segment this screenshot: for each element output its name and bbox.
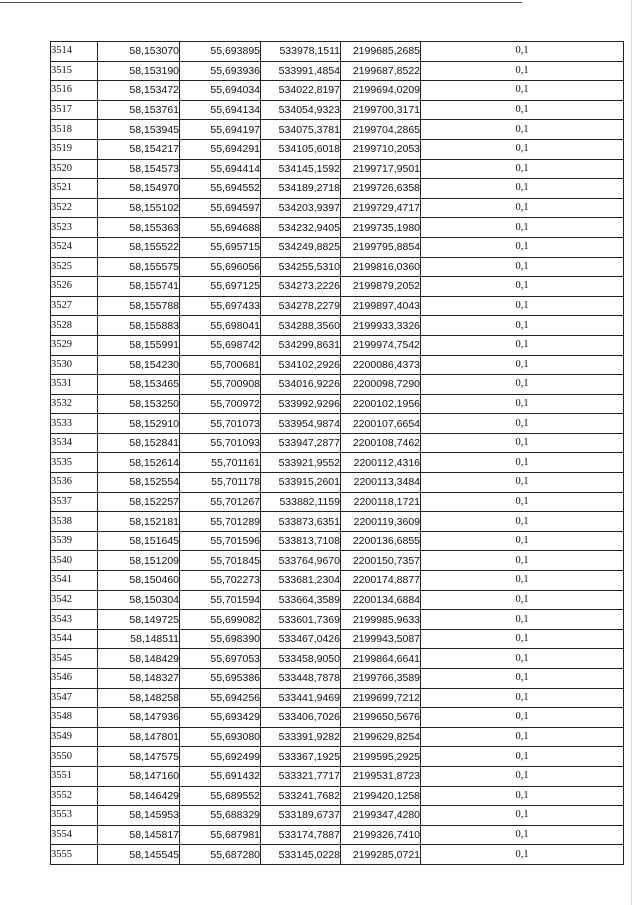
y-coordinate-cell: 2199420,1258 (341, 786, 421, 806)
table-row (51, 433, 624, 453)
longitude-cell: 55,701594 (180, 590, 261, 610)
y-coordinate-cell: 2199879,2052 (341, 277, 421, 297)
longitude-cell: 55,693895 (180, 42, 261, 62)
x-coordinate-cell: 533321,7717 (261, 766, 341, 786)
x-coordinate-cell: 533467,0426 (261, 629, 341, 649)
accuracy-cell: 0,1 (421, 629, 624, 649)
latitude-cell: 58,149725 (98, 610, 180, 630)
y-coordinate-cell: 2199974,7542 (341, 335, 421, 355)
latitude-cell: 58,152181 (98, 512, 180, 532)
accuracy-cell: 0,1 (421, 277, 624, 297)
latitude-cell: 58,155788 (98, 296, 180, 316)
x-coordinate-cell: 533664,3589 (261, 590, 341, 610)
point-number-cell: 3549 (51, 727, 98, 747)
table-row (51, 453, 624, 473)
table-row (51, 277, 624, 297)
x-coordinate-cell: 534054,9323 (261, 100, 341, 120)
longitude-cell: 55,694197 (180, 120, 261, 140)
longitude-cell: 55,694688 (180, 218, 261, 238)
accuracy-cell: 0,1 (421, 512, 624, 532)
accuracy-cell: 0,1 (421, 414, 624, 434)
latitude-cell: 58,155883 (98, 316, 180, 336)
x-coordinate-cell: 534189,2718 (261, 179, 341, 199)
longitude-cell: 55,701596 (180, 531, 261, 551)
y-coordinate-cell: 2200086,4373 (341, 355, 421, 375)
latitude-cell: 58,147575 (98, 747, 180, 767)
point-number-cell: 3545 (51, 649, 98, 669)
accuracy-cell: 0,1 (421, 394, 624, 414)
point-number-cell: 3538 (51, 512, 98, 532)
latitude-cell: 58,154970 (98, 179, 180, 199)
table-row (51, 375, 624, 395)
y-coordinate-cell: 2199729,4717 (341, 198, 421, 218)
longitude-cell: 55,694034 (180, 81, 261, 101)
latitude-cell: 58,147160 (98, 766, 180, 786)
table-row (51, 179, 624, 199)
accuracy-cell: 0,1 (421, 120, 624, 140)
x-coordinate-cell: 533458,9050 (261, 649, 341, 669)
y-coordinate-cell: 2200150,7357 (341, 551, 421, 571)
longitude-cell: 55,694597 (180, 198, 261, 218)
table-row (51, 296, 624, 316)
longitude-cell: 55,698742 (180, 335, 261, 355)
accuracy-cell: 0,1 (421, 335, 624, 355)
longitude-cell: 55,700908 (180, 375, 261, 395)
point-number-cell: 3515 (51, 61, 98, 81)
y-coordinate-cell: 2199687,8522 (341, 61, 421, 81)
longitude-cell: 55,700681 (180, 355, 261, 375)
accuracy-cell: 0,1 (421, 42, 624, 62)
y-coordinate-cell: 2199985,9633 (341, 610, 421, 630)
y-coordinate-cell: 2199326,7410 (341, 825, 421, 845)
y-coordinate-cell: 2199685,2685 (341, 42, 421, 62)
latitude-cell: 58,147936 (98, 708, 180, 728)
point-number-cell: 3539 (51, 531, 98, 551)
latitude-cell: 58,153945 (98, 120, 180, 140)
table-row (51, 198, 624, 218)
point-number-cell: 3530 (51, 355, 98, 375)
x-coordinate-cell: 533441,9469 (261, 688, 341, 708)
x-coordinate-cell: 533174,7887 (261, 825, 341, 845)
latitude-cell: 58,147801 (98, 727, 180, 747)
latitude-cell: 58,155991 (98, 335, 180, 355)
table-row (51, 747, 624, 767)
accuracy-cell: 0,1 (421, 61, 624, 81)
accuracy-cell: 0,1 (421, 355, 624, 375)
point-number-cell: 3519 (51, 139, 98, 159)
y-coordinate-cell: 2199717,9501 (341, 159, 421, 179)
accuracy-cell: 0,1 (421, 316, 624, 336)
table-row (51, 316, 624, 336)
table-row (51, 100, 624, 120)
scan-edge (631, 0, 632, 905)
point-number-cell: 3542 (51, 590, 98, 610)
accuracy-cell: 0,1 (421, 531, 624, 551)
y-coordinate-cell: 2200134,6884 (341, 590, 421, 610)
table-row (51, 120, 624, 140)
point-number-cell: 3535 (51, 453, 98, 473)
longitude-cell: 55,691432 (180, 766, 261, 786)
accuracy-cell: 0,1 (421, 179, 624, 199)
latitude-cell: 58,150460 (98, 571, 180, 591)
x-coordinate-cell: 533992,9296 (261, 394, 341, 414)
table-row (51, 414, 624, 434)
y-coordinate-cell: 2199735,1980 (341, 218, 421, 238)
x-coordinate-cell: 534249,8825 (261, 237, 341, 257)
longitude-cell: 55,693429 (180, 708, 261, 728)
point-number-cell: 3551 (51, 766, 98, 786)
y-coordinate-cell: 2199795,8854 (341, 237, 421, 257)
longitude-cell: 55,701178 (180, 473, 261, 493)
table-row (51, 159, 624, 179)
x-coordinate-cell: 534255,5310 (261, 257, 341, 277)
longitude-cell: 55,701161 (180, 453, 261, 473)
latitude-cell: 58,153472 (98, 81, 180, 101)
x-coordinate-cell: 533873,6351 (261, 512, 341, 532)
latitude-cell: 58,153190 (98, 61, 180, 81)
longitude-cell: 55,701289 (180, 512, 261, 532)
table-row (51, 649, 624, 669)
x-coordinate-cell: 534016,9226 (261, 375, 341, 395)
table-row (51, 42, 624, 62)
x-coordinate-cell: 534273,2226 (261, 277, 341, 297)
accuracy-cell: 0,1 (421, 766, 624, 786)
point-number-cell: 3514 (51, 42, 98, 62)
table-row (51, 81, 624, 101)
longitude-cell: 55,694134 (180, 100, 261, 120)
x-coordinate-cell: 533915,2601 (261, 473, 341, 493)
y-coordinate-cell: 2200102,1956 (341, 394, 421, 414)
latitude-cell: 58,152910 (98, 414, 180, 434)
accuracy-cell: 0,1 (421, 218, 624, 238)
x-coordinate-cell: 533367,1925 (261, 747, 341, 767)
latitude-cell: 58,152841 (98, 433, 180, 453)
y-coordinate-cell: 2199726,6358 (341, 179, 421, 199)
accuracy-cell: 0,1 (421, 786, 624, 806)
point-number-cell: 3527 (51, 296, 98, 316)
table-row (51, 531, 624, 551)
longitude-cell: 55,687981 (180, 825, 261, 845)
point-number-cell: 3547 (51, 688, 98, 708)
x-coordinate-cell: 534299,8631 (261, 335, 341, 355)
point-number-cell: 3523 (51, 218, 98, 238)
accuracy-cell: 0,1 (421, 551, 624, 571)
x-coordinate-cell: 533145,0228 (261, 845, 341, 865)
accuracy-cell: 0,1 (421, 473, 624, 493)
longitude-cell: 55,694291 (180, 139, 261, 159)
y-coordinate-cell: 2199897,4043 (341, 296, 421, 316)
table-row (51, 335, 624, 355)
latitude-cell: 58,145817 (98, 825, 180, 845)
accuracy-cell: 0,1 (421, 492, 624, 512)
longitude-cell: 55,694414 (180, 159, 261, 179)
longitude-cell: 55,701093 (180, 433, 261, 453)
table-row (51, 492, 624, 512)
coordinates-table (50, 41, 624, 865)
table-row (51, 394, 624, 414)
latitude-cell: 58,154230 (98, 355, 180, 375)
x-coordinate-cell: 534105,6018 (261, 139, 341, 159)
y-coordinate-cell: 2200113,3484 (341, 473, 421, 493)
y-coordinate-cell: 2199347,4280 (341, 806, 421, 826)
latitude-cell: 58,148511 (98, 629, 180, 649)
point-number-cell: 3536 (51, 473, 98, 493)
y-coordinate-cell: 2199704,2865 (341, 120, 421, 140)
point-number-cell: 3526 (51, 277, 98, 297)
y-coordinate-cell: 2199766,3589 (341, 669, 421, 689)
longitude-cell: 55,701845 (180, 551, 261, 571)
point-number-cell: 3517 (51, 100, 98, 120)
accuracy-cell: 0,1 (421, 237, 624, 257)
x-coordinate-cell: 534278,2279 (261, 296, 341, 316)
longitude-cell: 55,693936 (180, 61, 261, 81)
accuracy-cell: 0,1 (421, 433, 624, 453)
latitude-cell: 58,155363 (98, 218, 180, 238)
x-coordinate-cell: 533406,7026 (261, 708, 341, 728)
y-coordinate-cell: 2200107,6654 (341, 414, 421, 434)
point-number-cell: 3528 (51, 316, 98, 336)
accuracy-cell: 0,1 (421, 747, 624, 767)
point-number-cell: 3541 (51, 571, 98, 591)
table-row (51, 257, 624, 277)
y-coordinate-cell: 2199285,0721 (341, 845, 421, 865)
accuracy-cell: 0,1 (421, 257, 624, 277)
y-coordinate-cell: 2200112,4316 (341, 453, 421, 473)
longitude-cell: 55,689552 (180, 786, 261, 806)
x-coordinate-cell: 534203,9397 (261, 198, 341, 218)
x-coordinate-cell: 533978,1511 (261, 42, 341, 62)
latitude-cell: 58,155102 (98, 198, 180, 218)
longitude-cell: 55,694256 (180, 688, 261, 708)
accuracy-cell: 0,1 (421, 100, 624, 120)
latitude-cell: 58,155575 (98, 257, 180, 277)
longitude-cell: 55,697433 (180, 296, 261, 316)
accuracy-cell: 0,1 (421, 806, 624, 826)
point-number-cell: 3553 (51, 806, 98, 826)
point-number-cell: 3552 (51, 786, 98, 806)
y-coordinate-cell: 2199933,3326 (341, 316, 421, 336)
point-number-cell: 3516 (51, 81, 98, 101)
x-coordinate-cell: 533601,7369 (261, 610, 341, 630)
longitude-cell: 55,697053 (180, 649, 261, 669)
x-coordinate-cell: 534022,8197 (261, 81, 341, 101)
point-number-cell: 3531 (51, 375, 98, 395)
table-row (51, 61, 624, 81)
point-number-cell: 3555 (51, 845, 98, 865)
table-row (51, 551, 624, 571)
longitude-cell: 55,687280 (180, 845, 261, 865)
accuracy-cell: 0,1 (421, 453, 624, 473)
x-coordinate-cell: 533921,9552 (261, 453, 341, 473)
latitude-cell: 58,152257 (98, 492, 180, 512)
longitude-cell: 55,701073 (180, 414, 261, 434)
point-number-cell: 3532 (51, 394, 98, 414)
latitude-cell: 58,153761 (98, 100, 180, 120)
latitude-cell: 58,145545 (98, 845, 180, 865)
latitude-cell: 58,148327 (98, 669, 180, 689)
table-row (51, 727, 624, 747)
latitude-cell: 58,155522 (98, 237, 180, 257)
latitude-cell: 58,152614 (98, 453, 180, 473)
accuracy-cell: 0,1 (421, 688, 624, 708)
table-row (51, 786, 624, 806)
x-coordinate-cell: 534232,9405 (261, 218, 341, 238)
y-coordinate-cell: 2200174,8877 (341, 571, 421, 591)
y-coordinate-cell: 2200108,7462 (341, 433, 421, 453)
latitude-cell: 58,151209 (98, 551, 180, 571)
table-row (51, 139, 624, 159)
table-row (51, 590, 624, 610)
latitude-cell: 58,155741 (98, 277, 180, 297)
latitude-cell: 58,153465 (98, 375, 180, 395)
accuracy-cell: 0,1 (421, 375, 624, 395)
table-row (51, 355, 624, 375)
accuracy-cell: 0,1 (421, 296, 624, 316)
x-coordinate-cell: 533189,6737 (261, 806, 341, 826)
y-coordinate-cell: 2199531,8723 (341, 766, 421, 786)
latitude-cell: 58,146429 (98, 786, 180, 806)
point-number-cell: 3550 (51, 747, 98, 767)
point-number-cell: 3554 (51, 825, 98, 845)
longitude-cell: 55,700972 (180, 394, 261, 414)
point-number-cell: 3524 (51, 237, 98, 257)
table-row (51, 806, 624, 826)
longitude-cell: 55,699082 (180, 610, 261, 630)
x-coordinate-cell: 534145,1592 (261, 159, 341, 179)
x-coordinate-cell: 533947,2877 (261, 433, 341, 453)
accuracy-cell: 0,1 (421, 727, 624, 747)
x-coordinate-cell: 533813,7108 (261, 531, 341, 551)
x-coordinate-cell: 533391,9282 (261, 727, 341, 747)
x-coordinate-cell: 534102,2926 (261, 355, 341, 375)
point-number-cell: 3540 (51, 551, 98, 571)
y-coordinate-cell: 2199864,6641 (341, 649, 421, 669)
table-row (51, 766, 624, 786)
latitude-cell: 58,148429 (98, 649, 180, 669)
longitude-cell: 55,695386 (180, 669, 261, 689)
point-number-cell: 3518 (51, 120, 98, 140)
latitude-cell: 58,154573 (98, 159, 180, 179)
y-coordinate-cell: 2200098,7290 (341, 375, 421, 395)
longitude-cell: 55,701267 (180, 492, 261, 512)
longitude-cell: 55,697125 (180, 277, 261, 297)
table-row (51, 629, 624, 649)
longitude-cell: 55,692499 (180, 747, 261, 767)
table-row (51, 512, 624, 532)
table-body (51, 42, 624, 865)
longitude-cell: 55,696056 (180, 257, 261, 277)
accuracy-cell: 0,1 (421, 708, 624, 728)
table-row (51, 845, 624, 865)
y-coordinate-cell: 2200136,6855 (341, 531, 421, 551)
accuracy-cell: 0,1 (421, 81, 624, 101)
x-coordinate-cell: 533241,7682 (261, 786, 341, 806)
accuracy-cell: 0,1 (421, 159, 624, 179)
point-number-cell: 3525 (51, 257, 98, 277)
table-row (51, 825, 624, 845)
accuracy-cell: 0,1 (421, 845, 624, 865)
table-row (51, 473, 624, 493)
top-rule (0, 2, 522, 3)
y-coordinate-cell: 2200118,1721 (341, 492, 421, 512)
accuracy-cell: 0,1 (421, 649, 624, 669)
table-row (51, 688, 624, 708)
latitude-cell: 58,153250 (98, 394, 180, 414)
y-coordinate-cell: 2199943,5087 (341, 629, 421, 649)
y-coordinate-cell: 2199816,0360 (341, 257, 421, 277)
x-coordinate-cell: 533764,9670 (261, 551, 341, 571)
x-coordinate-cell: 533991,4854 (261, 61, 341, 81)
accuracy-cell: 0,1 (421, 571, 624, 591)
accuracy-cell: 0,1 (421, 590, 624, 610)
y-coordinate-cell: 2199710,2053 (341, 139, 421, 159)
point-number-cell: 3548 (51, 708, 98, 728)
longitude-cell: 55,694552 (180, 179, 261, 199)
x-coordinate-cell: 534075,3781 (261, 120, 341, 140)
x-coordinate-cell: 533882,1159 (261, 492, 341, 512)
point-number-cell: 3529 (51, 335, 98, 355)
point-number-cell: 3544 (51, 629, 98, 649)
table-row (51, 669, 624, 689)
longitude-cell: 55,698041 (180, 316, 261, 336)
longitude-cell: 55,688329 (180, 806, 261, 826)
accuracy-cell: 0,1 (421, 610, 624, 630)
latitude-cell: 58,150304 (98, 590, 180, 610)
table-row (51, 708, 624, 728)
point-number-cell: 3521 (51, 179, 98, 199)
x-coordinate-cell: 533954,9874 (261, 414, 341, 434)
y-coordinate-cell: 2199629,8254 (341, 727, 421, 747)
y-coordinate-cell: 2199700,3171 (341, 100, 421, 120)
latitude-cell: 58,152554 (98, 473, 180, 493)
latitude-cell: 58,153070 (98, 42, 180, 62)
point-number-cell: 3546 (51, 669, 98, 689)
x-coordinate-cell: 533681,2304 (261, 571, 341, 591)
table-row (51, 237, 624, 257)
point-number-cell: 3520 (51, 159, 98, 179)
longitude-cell: 55,695715 (180, 237, 261, 257)
point-number-cell: 3533 (51, 414, 98, 434)
accuracy-cell: 0,1 (421, 198, 624, 218)
accuracy-cell: 0,1 (421, 825, 624, 845)
table-row (51, 571, 624, 591)
y-coordinate-cell: 2199650,5676 (341, 708, 421, 728)
point-number-cell: 3522 (51, 198, 98, 218)
longitude-cell: 55,693080 (180, 727, 261, 747)
longitude-cell: 55,702273 (180, 571, 261, 591)
table-row (51, 218, 624, 238)
accuracy-cell: 0,1 (421, 139, 624, 159)
point-number-cell: 3543 (51, 610, 98, 630)
latitude-cell: 58,154217 (98, 139, 180, 159)
y-coordinate-cell: 2200119,3609 (341, 512, 421, 532)
point-number-cell: 3534 (51, 433, 98, 453)
x-coordinate-cell: 534288,3560 (261, 316, 341, 336)
table-row (51, 610, 624, 630)
point-number-cell: 3537 (51, 492, 98, 512)
x-coordinate-cell: 533448,7878 (261, 669, 341, 689)
latitude-cell: 58,148258 (98, 688, 180, 708)
y-coordinate-cell: 2199699,7212 (341, 688, 421, 708)
y-coordinate-cell: 2199694,0209 (341, 81, 421, 101)
y-coordinate-cell: 2199595,2925 (341, 747, 421, 767)
latitude-cell: 58,145953 (98, 806, 180, 826)
longitude-cell: 55,698390 (180, 629, 261, 649)
latitude-cell: 58,151645 (98, 531, 180, 551)
accuracy-cell: 0,1 (421, 669, 624, 689)
